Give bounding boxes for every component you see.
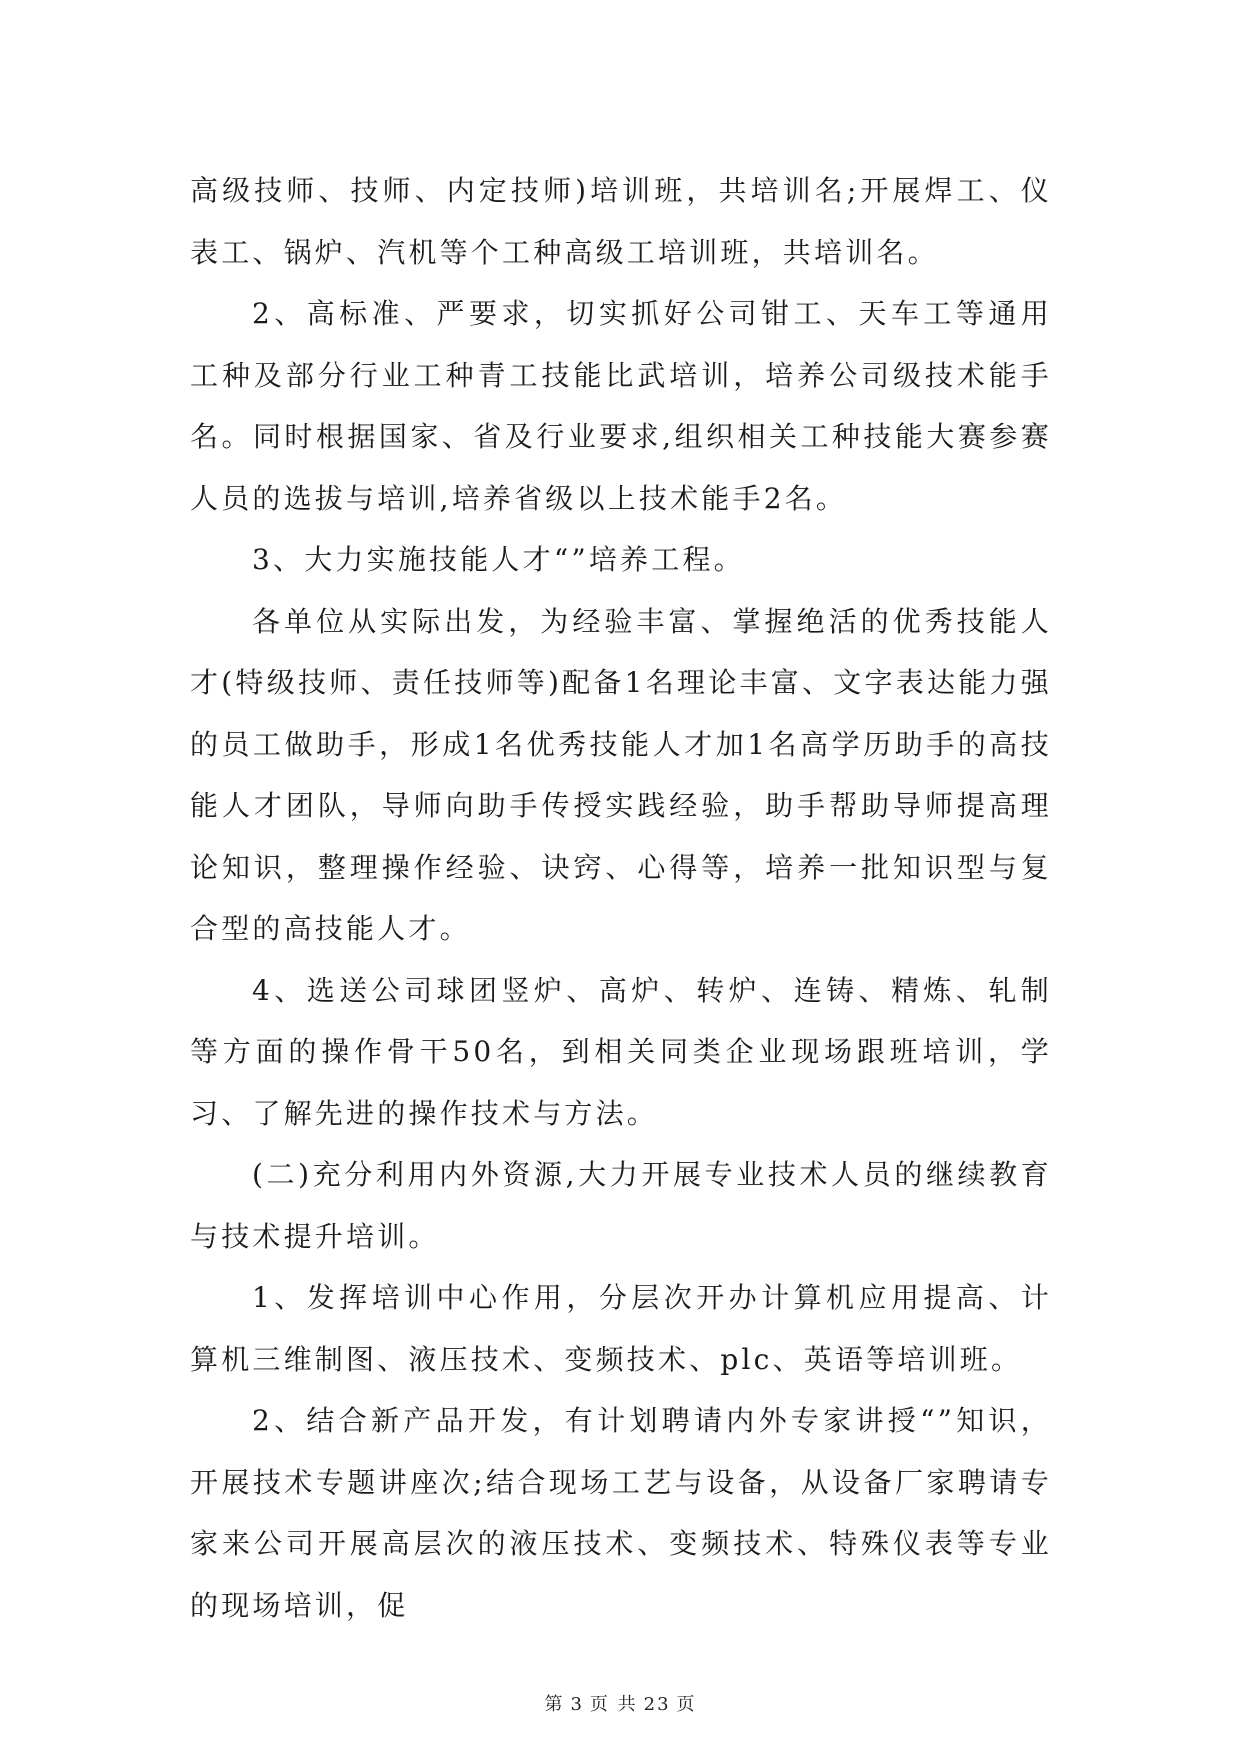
- paragraph: 2、结合新产品开发，有计划聘请内外专家讲授“”知识，开展技术专题讲座次;结合现场工艺与设备，从设备厂家聘请专家来公司开展高层次的液压技术、变频技术、特殊仪表等专业的现场培训，促: [190, 1404, 1052, 1622]
- paragraph: 1、发挥培训中心作用，分层次开办计算机应用提高、计算机三维制图、液压技术、变频技术、plc、英语等培训班。: [190, 1281, 1052, 1376]
- page-footer: [0, 1690, 1241, 1716]
- paragraph: 高级技师、技师、内定技师)培训班，共培训名;开展焊工、仪表工、锅炉、汽机等个工种高级工培训班，共培训名。: [190, 174, 1052, 269]
- footer-prefix: 第: [544, 1694, 565, 1715]
- paragraph: 4、选送公司球团竖炉、高炉、转炉、连铸、精炼、轧制等方面的操作骨干50名，到相关同类企业现场跟班培训，学习、了解先进的操作技术与方法。: [190, 973, 1052, 1130]
- paragraph: 各单位从实际出发，为经验丰富、掌握绝活的优秀技能人才(特级技师、责任技师等)配备1名理论丰富、文字表达能力强的员工做助手，形成1名优秀技能人才加1名高学历助手的高技能人才团队，导师向助手传授实践经验，助手帮助导师提高理论知识，整理操作经验、诀窍、心得等，培养一批知识型与复合型的高技能人才。: [190, 604, 1052, 945]
- document-body: [190, 160, 1052, 1636]
- total-pages: 23: [643, 1694, 671, 1715]
- paragraph: (二)充分利用内外资源,大力开展专业技术人员的继续教育与技术提升培训。: [190, 1158, 1052, 1253]
- paragraph: 3、大力实施技能人才“”培养工程。: [252, 543, 745, 576]
- paragraph: 2、高标准、严要求，切实抓好公司钳工、天车工等通用工种及部分行业工种青工技能比武培训，培养公司级技术能手名。同时根据国家、省及行业要求,组织相关工种技能大赛参赛人员的选拔与培训,培养省级以上技术能手2名。: [190, 297, 1052, 515]
- footer-middle: 页 共: [589, 1694, 638, 1715]
- footer-suffix: 页: [676, 1694, 697, 1715]
- page-number: 3: [570, 1694, 584, 1715]
